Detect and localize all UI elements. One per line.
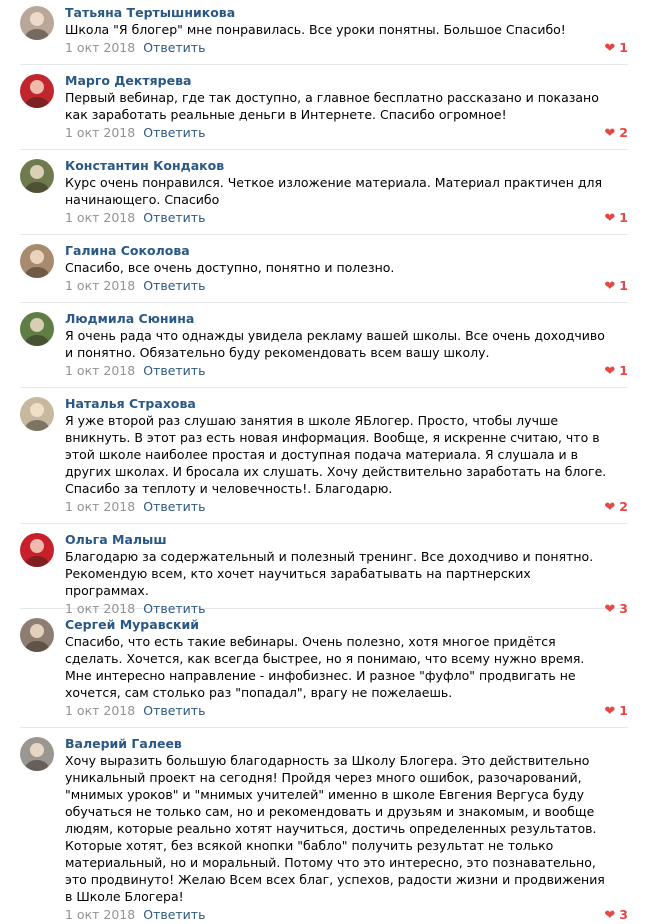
like-button[interactable] (604, 125, 628, 142)
comment-item (20, 303, 628, 388)
comment-date[interactable]: 1 окт 2018 (65, 601, 136, 616)
comment-meta (65, 278, 628, 294)
like-count: 1 (619, 40, 628, 55)
heart-icon: ❤ (604, 279, 616, 294)
comment-item (20, 65, 628, 150)
comment-author[interactable]: Валерий Галеев (65, 736, 182, 751)
comment-meta (65, 499, 628, 515)
comment-author[interactable]: Галина Соколова (65, 243, 190, 258)
comment-author[interactable]: Ольга Малыш (65, 532, 167, 547)
like-count: 2 (619, 125, 628, 140)
avatar[interactable] (20, 737, 54, 771)
comment-author[interactable]: Константин Кондаков (65, 158, 225, 173)
avatar[interactable] (20, 312, 54, 346)
comment-item (20, 235, 628, 303)
comment-text: Курс очень понравился. Четкое изложение материала. Материал практичен для начинающего. Спасибо (65, 175, 602, 207)
reply-button[interactable]: Ответить (143, 601, 206, 616)
comment-date[interactable]: 1 окт 2018 (65, 125, 136, 140)
comment-text: Первый вебинар, где так доступно, а главное бесплатно рассказано и показано как заработать реальные деньги в Интернете. Спасибо огромное! (65, 90, 599, 122)
like-button[interactable] (604, 907, 628, 924)
comment-text: Я очень рада что однажды увидела рекламу вашей школы. Все очень доходчиво и понятно. Обязательно буду рекомендовать всем вашу школу. (65, 328, 605, 360)
like-count: 3 (619, 907, 628, 922)
comment-item (20, 728, 628, 923)
comment-item (20, 150, 628, 235)
comment-text: Я уже второй раз слушаю занятия в школе ЯБлогер. Просто, чтобы лучше вникнуть. В этот раз есть новая информация. Вообще, я искренне считаю, что в этой школе наиболее простая и доступная подача материала. Я слушала и в других школах. И бросала их слушать. Хочу действительно заработать на блоге. Спасибо за теплоту и человечность!. Благодарю. (65, 413, 607, 496)
comment-text: Хочу выразить большую благодарность за Школу Блогера. Это действительно уникальный проект на сегодня! Пройдя через много ошибок, разочарований, "мнимых уроков" и "мнимых учителей" именно в школе Евгения Вергуса буду обучаться не только сам, но и рекомендовать и друзьям и знакомым, и вообще людям, которые реально хотят научиться, достичь определенных результатов. Которые хотят, без всякой кнопки "бабло" получить результат не только материальный, но и моральный. Потому что это интересно, это познавательно, это продвинуто! Желаю Всем всех благ, успехов, радости жизни и продвижения в Школе Блогера! (65, 753, 605, 904)
comment-author[interactable]: Марго Дектярева (65, 73, 192, 88)
avatar[interactable] (20, 74, 54, 108)
heart-icon: ❤ (604, 126, 616, 141)
avatar[interactable] (20, 6, 54, 40)
heart-icon: ❤ (604, 364, 616, 379)
heart-icon: ❤ (604, 211, 616, 226)
heart-icon: ❤ (604, 908, 616, 923)
avatar[interactable] (20, 533, 54, 567)
comment-author[interactable]: Наталья Страхова (65, 396, 196, 411)
avatar[interactable] (20, 397, 54, 431)
comment-text: Благодарю за содержательный и полезный тренинг. Все доходчиво и понятно. Рекомендую всем, кто хочет научиться зарабатывать на партнерских программах. (65, 549, 594, 598)
comment-author[interactable]: Татьяна Тертышникова (65, 5, 236, 20)
heart-icon: ❤ (604, 602, 616, 617)
like-count: 1 (619, 703, 628, 718)
reply-button[interactable]: Ответить (143, 40, 206, 55)
comment-date[interactable]: 1 окт 2018 (65, 499, 136, 514)
like-count: 2 (619, 499, 628, 514)
like-count: 1 (619, 363, 628, 378)
heart-icon: ❤ (604, 41, 616, 56)
comment-date[interactable]: 1 окт 2018 (65, 703, 136, 718)
like-button[interactable] (604, 40, 628, 57)
comment-text: Спасибо, все очень доступно, понятно и полезно. (65, 260, 395, 275)
avatar[interactable] (20, 618, 54, 652)
comment-date[interactable]: 1 окт 2018 (65, 278, 136, 293)
comment-meta (65, 907, 628, 923)
comment-item (20, 0, 628, 65)
comment-text: Школа "Я блогер" мне понравилась. Все уроки понятны. Большое Спасибо! (65, 22, 566, 37)
comment-date[interactable]: 1 окт 2018 (65, 210, 136, 225)
like-count: 3 (619, 601, 628, 616)
like-button[interactable] (604, 363, 628, 380)
like-count: 1 (619, 210, 628, 225)
comment-meta (65, 125, 628, 141)
like-button[interactable] (604, 278, 628, 295)
comment-date[interactable]: 1 окт 2018 (65, 363, 136, 378)
like-button[interactable] (604, 210, 628, 227)
heart-icon: ❤ (604, 704, 616, 719)
comment-date[interactable]: 1 окт 2018 (65, 907, 136, 922)
reply-button[interactable]: Ответить (143, 907, 206, 922)
like-count: 1 (619, 278, 628, 293)
like-button[interactable] (604, 499, 628, 516)
reply-button[interactable]: Ответить (143, 210, 206, 225)
comment-meta (65, 703, 628, 719)
comment-meta (65, 40, 628, 56)
avatar[interactable] (20, 244, 54, 278)
comment-date[interactable]: 1 окт 2018 (65, 40, 136, 55)
heart-icon: ❤ (604, 500, 616, 515)
reply-button[interactable]: Ответить (143, 703, 206, 718)
comment-author[interactable]: Сергей Муравский (65, 617, 200, 632)
reply-button[interactable]: Ответить (143, 125, 206, 140)
comment-text: Спасибо, что есть такие вебинары. Очень полезно, хотя многое придётся сделать. Хочется, как всегда быстрее, но я понимаю, что всему нужно время. Мне интересно направление - инфобизнес. И разное "фуфло" продвигать не хочется, сам столько раз "попадал", врагу не пожелаешь. (65, 634, 585, 700)
reply-button[interactable]: Ответить (143, 278, 206, 293)
comment-meta (65, 363, 628, 379)
comment-meta (65, 210, 628, 226)
avatar[interactable] (20, 159, 54, 193)
comment-item (20, 388, 628, 524)
like-button[interactable] (604, 703, 628, 720)
reply-button[interactable]: Ответить (143, 499, 206, 514)
comment-author[interactable]: Людмила Сюнина (65, 311, 195, 326)
reply-button[interactable]: Ответить (143, 363, 206, 378)
comment-item (20, 524, 628, 617)
comment-item (20, 609, 628, 728)
